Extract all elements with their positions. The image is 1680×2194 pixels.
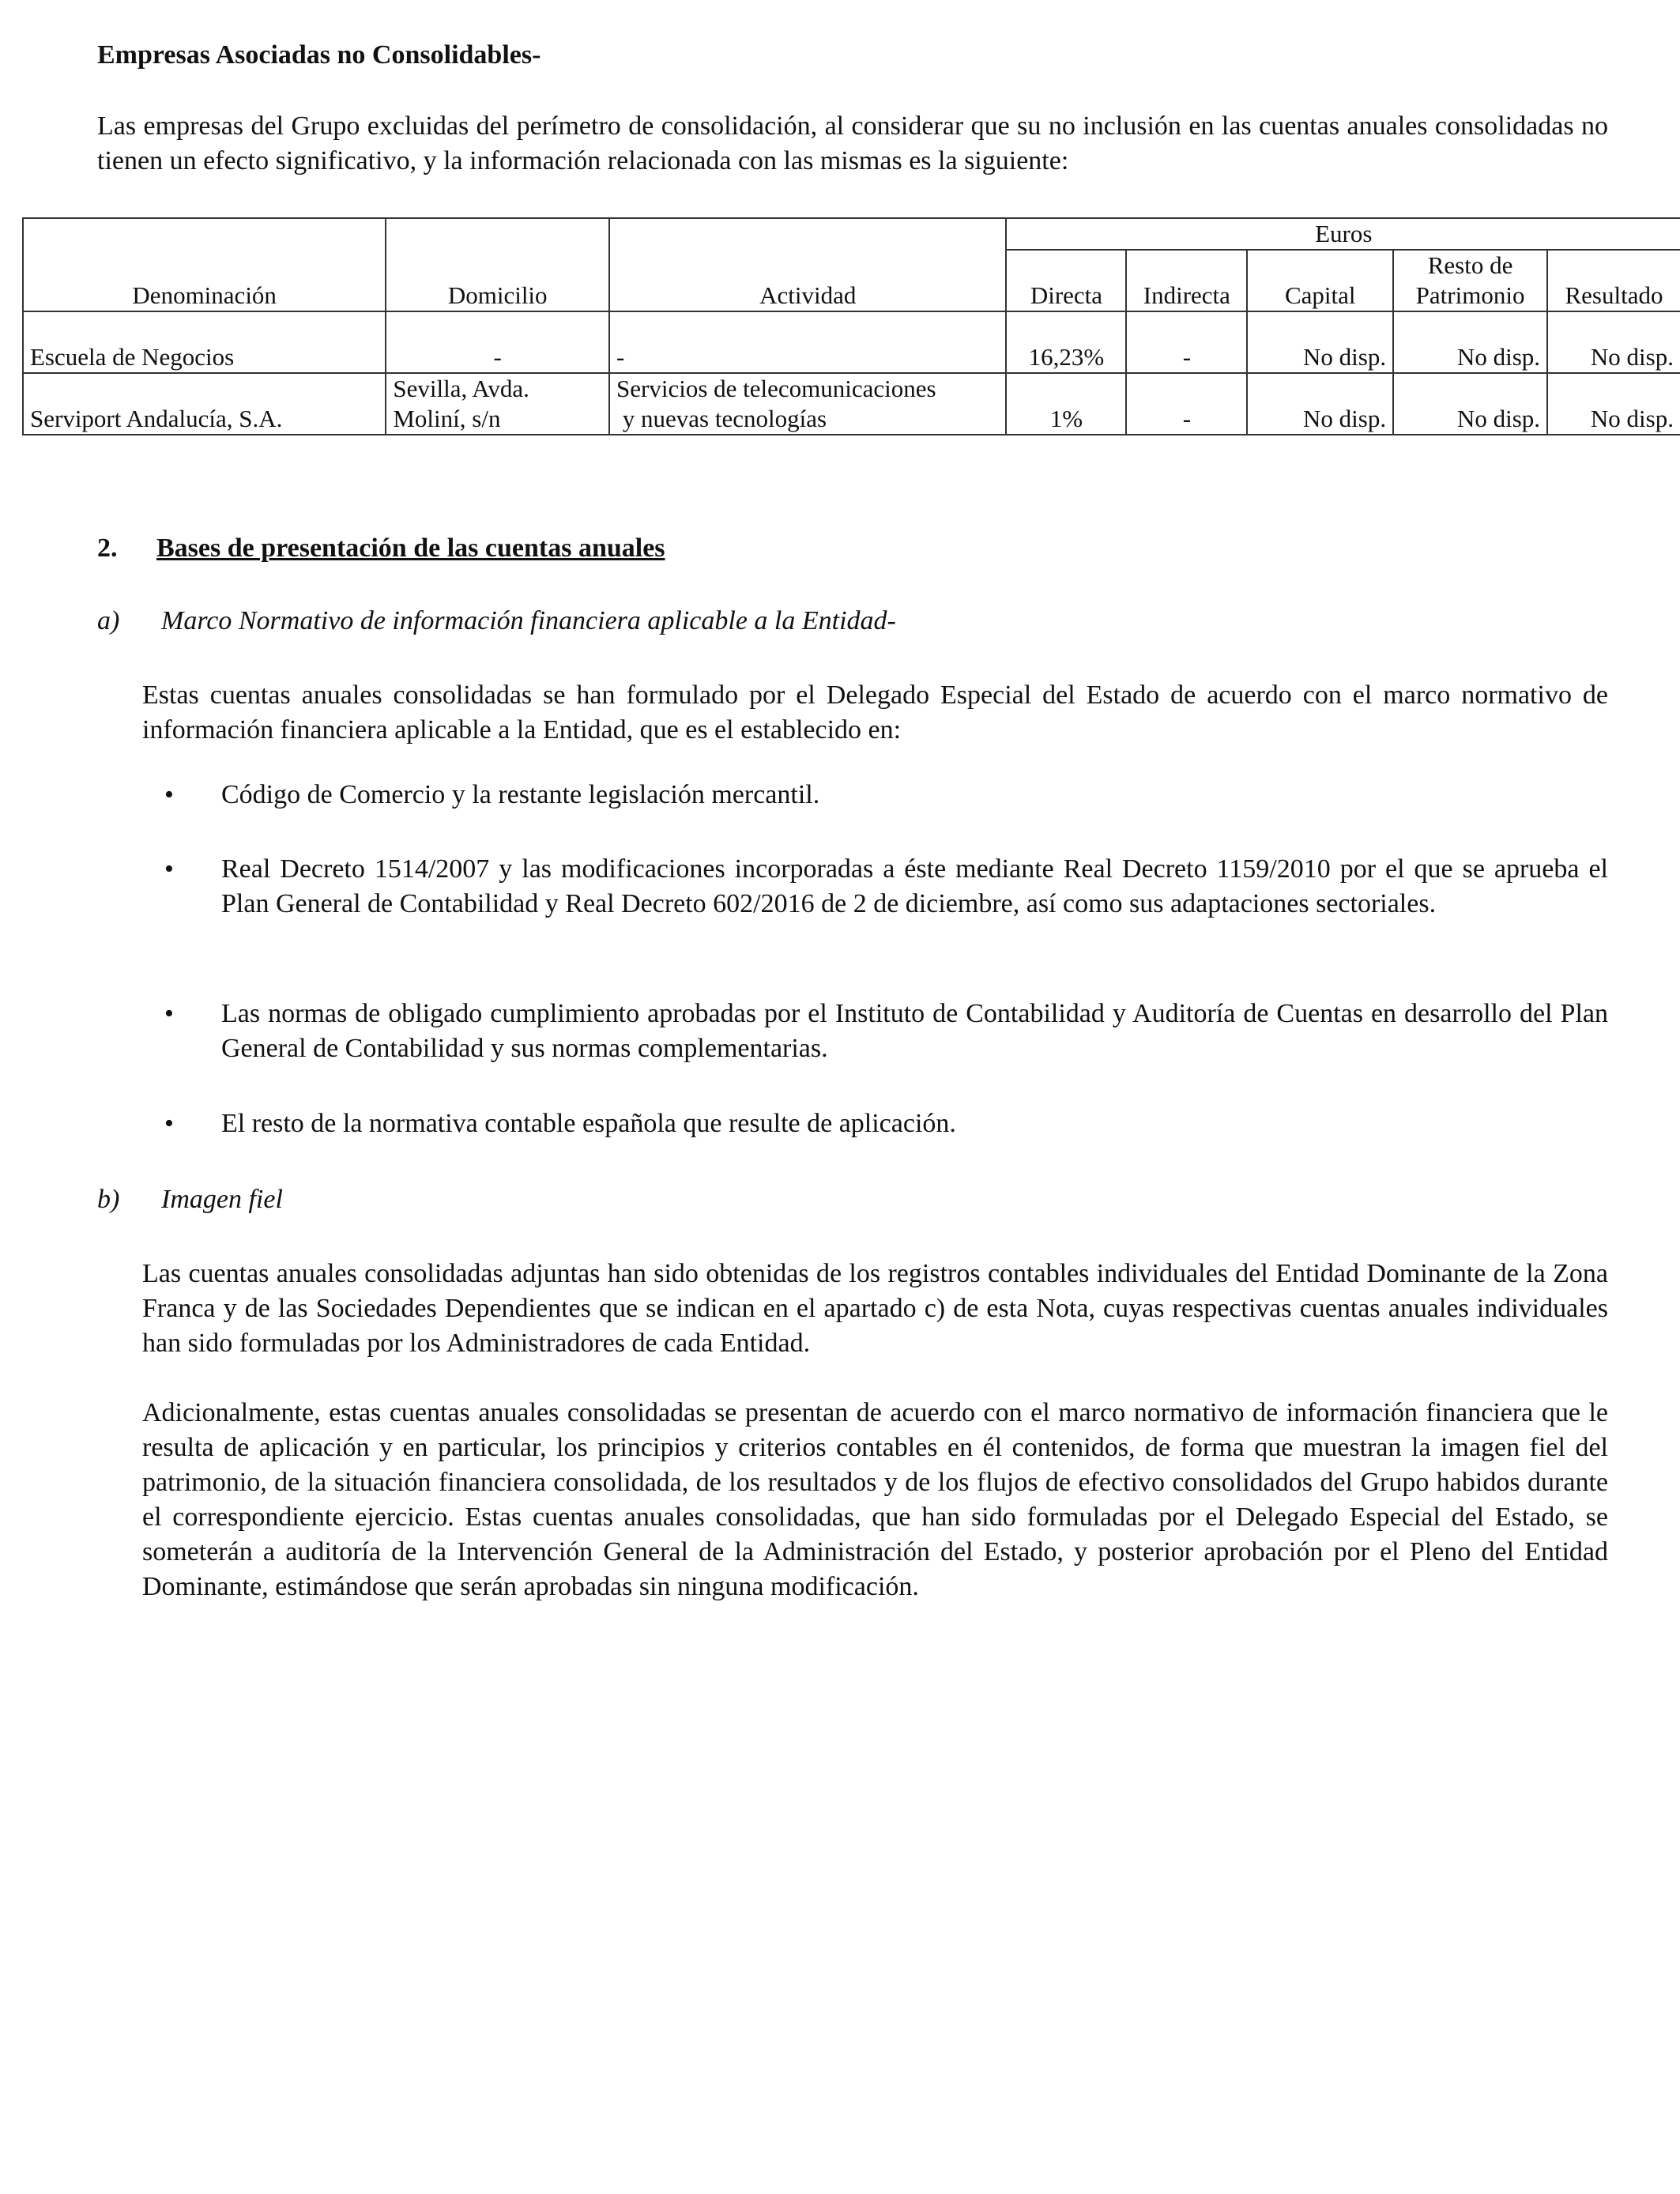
associates-heading: Empresas Asociadas no Consolidables- (97, 40, 541, 70)
bullet-item (142, 852, 1608, 922)
bullet-item (142, 1106, 1608, 1141)
header-capital: Capital (1247, 250, 1393, 311)
header-actividad: Actividad (609, 218, 1006, 311)
cell-domicilio-line1: Sevilla, Avda. (393, 375, 529, 402)
cell-indirecta: - (1126, 311, 1247, 373)
header-resto-line1: Resto de (1427, 251, 1513, 279)
header-euros: Euros (1006, 218, 1680, 250)
cell-resto: No disp. (1393, 373, 1547, 435)
bullet-text: Código de Comercio y la restante legislación mercantil. (221, 780, 820, 809)
header-directa: Directa (1006, 250, 1126, 311)
associates-table (22, 217, 1680, 435)
bullet-symbol: • (164, 780, 174, 809)
header-indirecta: Indirecta (1126, 250, 1247, 311)
subsection-b-paragraph-1: Las cuentas anuales consolidadas adjuntas han sido obtenidas de los registros contables individuales del Entidad Dominante de la Zona Franca y de las Sociedades Dependientes que se indican en el apartado c) de esta Nota, cuyas respectivas cuentas anuales individuales han sido formuladas por los Administradores de cada Entidad. (142, 1259, 1608, 1358)
cell-actividad-line1: Servicios de telecomunicaciones (616, 375, 936, 402)
cell-denominacion: Escuela de Negocios (23, 311, 386, 373)
cell-denominacion: Serviport Andalucía, S.A. (23, 373, 386, 435)
subsection-b-title: Imagen fiel (161, 1185, 283, 1214)
bullet-text: Real Decreto 1514/2007 y las modificaciones incorporadas a éste mediante Real Decreto 1159/2010 por el que se aprueba el Plan General de Contabilidad y Real Decreto 602/2016 de 2 de diciembre, así como sus adaptaciones sectoriales. (221, 854, 1608, 918)
cell-domicilio: - (386, 311, 609, 373)
cell-domicilio (386, 373, 609, 435)
cell-actividad: - (609, 311, 1006, 373)
cell-actividad (609, 373, 1006, 435)
header-resto-line2: Patrimonio (1415, 281, 1525, 309)
table-row (23, 373, 1680, 435)
cell-resultado: No disp. (1547, 373, 1680, 435)
bullet-symbol: • (164, 1109, 174, 1138)
bullet-text: El resto de la normativa contable española que resulte de aplicación. (221, 1109, 956, 1138)
table-row (23, 311, 1680, 373)
section-2-title (97, 533, 665, 564)
header-denominacion: Denominación (23, 218, 386, 311)
cell-resultado: No disp. (1547, 311, 1680, 373)
header-resto (1393, 250, 1547, 311)
cell-domicilio-line2: Moliní, s/n (393, 405, 501, 432)
cell-directa: 16,23% (1006, 311, 1126, 373)
header-domicilio: Domicilio (386, 218, 609, 311)
cell-capital: No disp. (1247, 311, 1393, 373)
subsection-a-title: Marco Normativo de información financiera aplicable a la Entidad- (161, 606, 896, 635)
section-number: 2. (97, 533, 118, 563)
bullet-symbol: • (164, 999, 174, 1028)
cell-actividad-line2: y nuevas tecnologías (616, 405, 827, 432)
table-header-row-1 (23, 218, 1680, 250)
bullet-item (142, 997, 1608, 1066)
bullet-item (142, 778, 1608, 812)
bullet-text: Las normas de obligado cumplimiento aprobadas por el Instituto de Contabilidad y Auditoría de Cuentas en desarrollo del Plan General de Contabilidad y sus normas complementarias. (221, 999, 1608, 1063)
bullet-symbol: • (164, 854, 174, 884)
subsection-b-letter: b) (97, 1185, 120, 1214)
subsection-a-intro: Estas cuentas anuales consolidadas se han formulado por el Delegado Especial del Estado de acuerdo con el marco normativo de información financiera aplicable a la Entidad, que es el establecido en: (142, 680, 1608, 745)
header-resultado: Resultado (1547, 250, 1680, 311)
cell-capital: No disp. (1247, 373, 1393, 435)
subsection-b-paragraph-2: Adicionalmente, estas cuentas anuales consolidadas se presentan de acuerdo con el marco normativo de información financiera que le resulta de aplicación y en particular, los principios y criterios contables en él contenidos, de forma que muestran la imagen fiel del patrimonio, de la situación financiera consolidada, de los resultados y de los flujos de efectivo consolidados del Grupo habidos durante el correspondiente ejercicio. Estas cuentas anuales consolidadas, que han sido formuladas por el Delegado Especial del Estado, se someterán a auditoría de la Intervención General de la Administración del Estado, y posterior aprobación por el Pleno del Entidad Dominante, estimándose que serán aprobadas sin ninguna modificación. (142, 1398, 1608, 1601)
cell-resto: No disp. (1393, 311, 1547, 373)
subsection-b-heading (97, 1184, 283, 1216)
subsection-a-heading (97, 605, 896, 637)
section-title-text: Bases de presentación de las cuentas anuales (156, 533, 665, 563)
cell-indirecta: - (1126, 373, 1247, 435)
subsection-a-letter: a) (97, 606, 120, 635)
cell-directa: 1% (1006, 373, 1126, 435)
associates-intro: Las empresas del Grupo excluidas del perímetro de consolidación, al considerar que su no inclusión en las cuentas anuales consolidadas no tienen un efecto significativo, y la información relacionada con las mismas es la siguiente: (97, 111, 1608, 175)
